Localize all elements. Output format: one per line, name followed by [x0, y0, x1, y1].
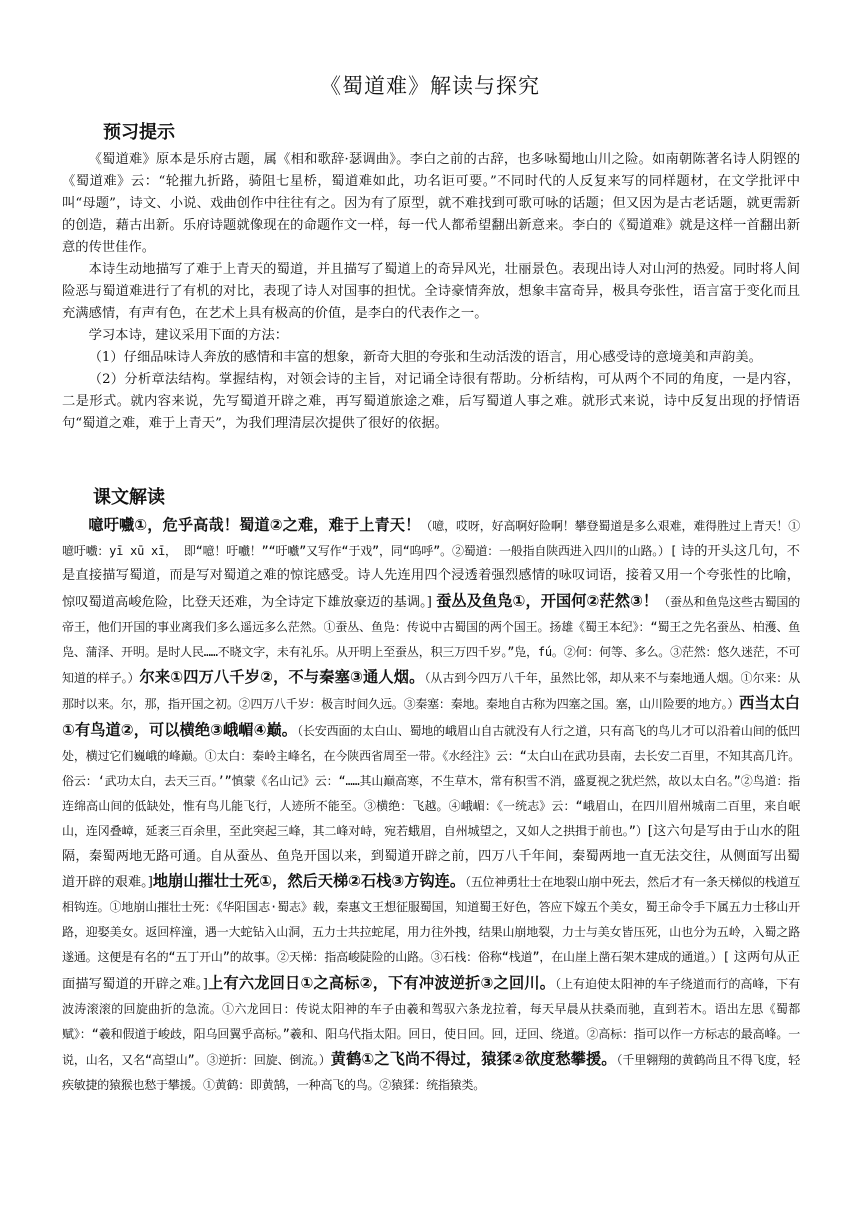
annotation-note: （上有迫使太阳神的车子绕道而行的高峰，下有波涛滚滚的回旋曲折的急流。①六龙回日：传说太阳神的车子由羲和驾驭六条龙拉着，每天早晨从扶桑而驰，直到若木。语出左思《蜀都赋》：“羲和假道于峻歧，阳乌回翼乎高标。”羲和、阳乌代指太阳。回日，使日回。回，迂回、绕道。②高标：指可以作一方标志的最高峰。一说，山名，又名“高望山”。③逆折：回旋、倒流。）	[62, 976, 801, 1068]
annotation-note: （五位神勇壮士在地裂山崩中死去，然后才有一条天梯似的栈道互相钩连。①地崩山摧壮士死：《华阳国志·蜀志》载，秦惠文王想征服蜀国，知道蜀王好色，答应下嫁五个美女，蜀王命令手下属五力士移山开路，迎娶美女。返回梓潼，遇一大蛇钻入山洞，五力士共拉蛇尾，用力往外拽，结果山崩地裂，力士与美女皆压死，山也分为五岭，入蜀之路遂通。这便是有名的“五丁开山”的故事。②天梯：指高峻陡险的山路。③石栈：俗称“栈道”，在山崖上凿石架木建成的通道。）[	[62, 874, 801, 965]
poem-line: 噫吁嚱①，危乎高哉！蜀道②之难，难于上青天！	[88, 516, 421, 534]
poem-line: 地崩山摧壮士死①，然后天梯②石栈③方钩连。	[152, 871, 466, 890]
page-title: 《蜀道难》解读与探究	[320, 74, 540, 98]
section-heading-preview: 预习提示	[103, 122, 175, 143]
reading-section	[62, 513, 800, 1099]
annotation-note: （蚕丛和鱼凫这些古蜀国的帝王，他们开国的事业离我们多么遥远多么茫然。①蚕丛、鱼凫：传说中古蜀国的两个国王。扬雄《蜀王本纪》：“蜀王之先名蚕丛、柏濩、鱼凫、蒲泽、开明。是时人民……不晓文字，未有礼乐。从开明上至蚕丛，积三万四千岁。”凫，fú。②何：何等、多么。③茫然：悠久迷茫，不可知道的样子。）	[62, 594, 800, 686]
annotation-note: （长安西面的太白山、蜀地的峨眉山自古就没有人行之道，只有高飞的鸟儿才可以沿着山间的低凹处，横过它们巍峨的峰巅。①太白：秦岭主峰名，在今陕西省周至一带。《水经注》云：“太白山在武功县南，去长安二百里，不知其高几许。俗云：‘武功太白，去天三百。’”慎蒙《名山记》云：“……其山巅高寒，不生草木，常有积雪不消，盛夏视之犹烂然，故以太白名。”②鸟道：指连绵高山间的低缺处，惟有鸟儿能飞行，人迹所不能至。③横绝：飞越。④峨嵋：《一统志》云：“峨眉山，在四川眉州城南二百里，来自岷山，连冈叠嶂，延袤三百余里，至此突起三峰，其二峰对峙，宛若蛾眉，自州城望之，又如人之拱揖于前也。”）	[62, 723, 800, 839]
analysis-text: [这六句是写由于山水的阻隔，秦蜀两地无路可通。自从蚕丛、鱼凫开国以来，到蜀道开辟之前，四万八千年间，秦蜀两地一直无法交往，从侧面写出蜀道开辟的艰难。]	[62, 824, 800, 890]
annotation-note: （千里翱翔的黄鹤尚且不得飞度，轻疾敏捷的猿猴也愁于攀援。①黄鹤：即黄鹄，一种高飞的鸟。②猿猱：统指猿类。	[62, 1053, 800, 1093]
preview-paragraph: 《蜀道难》原本是乐府古题，属《相和歌辞·瑟调曲》。李白之前的古辞，也多咏蜀地山川之险。如南朝陈著名诗人阴铿的《蜀道难》云：“轮摧九折路，骑阻七星桥，蜀道难如此，功名讵可要。”不同时代的人反复来写的同样题材，在文学批评中叫“母题”，诗文、小说、戏曲创作中往往有之。因为有了原型，就不难找到可歌可咏的话题；但又因为是古老话题，就更需新的创造，藉古出新。乐府诗题就像现在的命题作文一样，每一代人都希望翻出新意来。李白的《蜀道难》就是这样一首翻出新意的传世佳作。	[62, 152, 800, 255]
preview-paragraph: （2）分析章法结构。掌握结构，对领会诗的主旨，对记诵全诗很有帮助。分析结构，可从两个不同的角度，一是内容，二是形式。就内容来说，先写蜀道开辟之难，再写蜀道旅途之难，后写蜀道人事之难。就形式来说，诗中反复出现的抒情语句“蜀道之难，难于上青天”，为我们理清层次提供了很好的依据。	[62, 372, 800, 431]
poem-line: 西当太白①有鸟道②，可以横绝③峨嵋④巅。	[62, 694, 800, 739]
poem-line: 上有六龙回日①之高标②，下有冲波逆折③之回川。	[207, 973, 556, 992]
reading-body	[62, 513, 800, 1099]
annotation-note: （从古到今四万八千年，虽然比邻，却从来不与秦地通人烟。①尔来：从那时以来。尔，那，指开国之初。②四万八千岁：极言时间久远。③秦塞：秦地。秦地自古称为四塞之国。塞，山川险要的地方。）	[62, 671, 800, 712]
poem-line: 尔来①四万八千岁②，不与秦塞③通人烟。	[139, 668, 425, 687]
poem-line: 黄鹤①之飞尚不得过，猿猱②欲度愁攀援。	[330, 1050, 617, 1069]
section-heading-reading: 课文解读	[93, 487, 165, 508]
poem-line: 蚕丛及鱼凫①，开国何②茫然③！	[436, 591, 659, 610]
analysis-text: 这两句从正面描写蜀道的开辟之难。]	[62, 950, 800, 992]
preview-paragraph: 本诗生动地描写了难于上青天的蜀道，并且描写了蜀道上的奇异风光，壮丽景色。表现出诗人对山河的热爱。同时将人间险恶与蜀道难进行了有机的对比，表现了诗人对国事的担忧。全诗豪情奔放，想象丰富奇异，极具夸张性，语言富于变化而且充满感情，有声有色，在艺术上具有极高的价值，是李白的代表作之一。	[62, 262, 800, 321]
preview-section	[62, 149, 800, 435]
analysis-text: 诗的开头这几句，不是直接描写蜀道，而是写对蜀道之难的惊诧感受。诗人先连用四个浸透着强烈感情的咏叹词语，接着又用一个夸张性的比喻，惊叹蜀道高峻危险，比登天还难，为全诗定下雄放豪迈的基调。]	[62, 544, 800, 610]
preview-paragraph: （1）仔细品味诗人奔放的感情和丰富的想象，新奇大胆的夸张和生动活泼的语言，用心感受诗的意境美和声韵美。	[88, 350, 762, 365]
preview-paragraph: 学习本诗，建议采用下面的方法：	[88, 328, 289, 343]
annotation-note: （噫，哎呀，好高啊好险啊！攀登蜀道是多么艰难，难得胜过上青天！①噫吁嚱：yī xū xī， 即“噫！吁嚱！”“吁嚱”又写作“于戏”，同“呜呼”。②蜀道：一般指自陕西进入四川的山路。）[	[62, 519, 800, 559]
